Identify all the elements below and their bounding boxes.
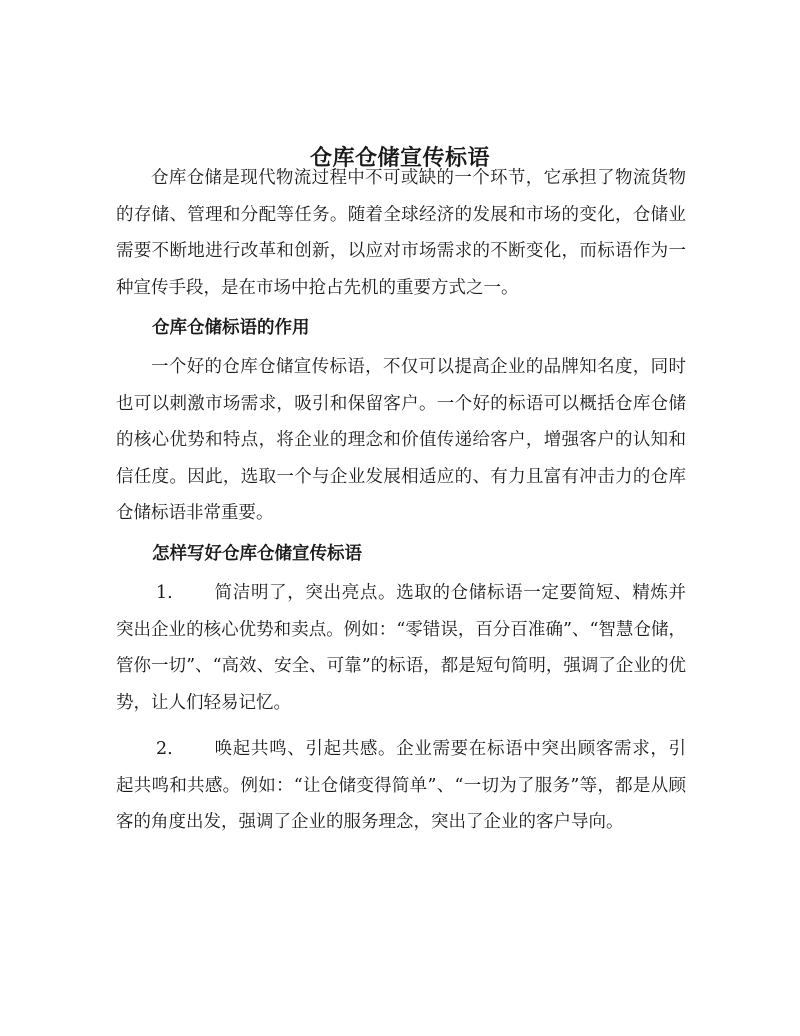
list-item [116,731,686,841]
list-number: 2. [156,739,173,759]
section-heading-how-to: 怎样写好仓库仓储宣传标语 [152,544,362,564]
document-title: 仓库仓储宣传标语 [309,144,490,171]
intro-paragraph: 仓库仓储是现代物流过程中不可或缺的一个环节，它承担了物流货物的存储、管理和分配等任务。随着全球经济的发展和市场的变化，仓储业需要不断地进行改革和创新，以应对市场需求的不断变化，而标语作为一种宣传手段，是在市场中抢占先机的重要方式之一。 [116,168,686,298]
purpose-paragraph: 一个好的仓库仓储宣传标语，不仅可以提高企业的品牌知名度，同时也可以刺激市场需求，吸引和保留客户。一个好的标语可以概括仓库仓储的核心优势和特点，将企业的理念和价值传递给客户，增强客户的认知和信任度。因此，选取一个与企业发展相适应的、有力且富有冲击力的仓库仓储标语非常重要。 [116,357,686,523]
list-item-text: 唤起共鸣、引起共感。企业需要在标语中突出顾客需求，引起共鸣和共感。例如：“让仓储变得简单”、“一切为了服务”等，都是从顾客的角度出发，强调了企业的服务理念，突出了企业的客户导向。 [116,739,686,832]
list-item [116,575,686,721]
list-item-text: 简洁明了，突出亮点。选取的仓储标语一定要简短、精炼并突出企业的核心优势和卖点。例如：“零错误，百分百准确”、“智慧仓储，管你一切”、“高效、安全、可靠”的标语，都是短句简明，强调了企业的优势，让人们轻易记忆。 [116,583,686,713]
section-heading-purpose: 仓库仓储标语的作用 [152,318,310,338]
list-number: 1. [156,583,173,603]
